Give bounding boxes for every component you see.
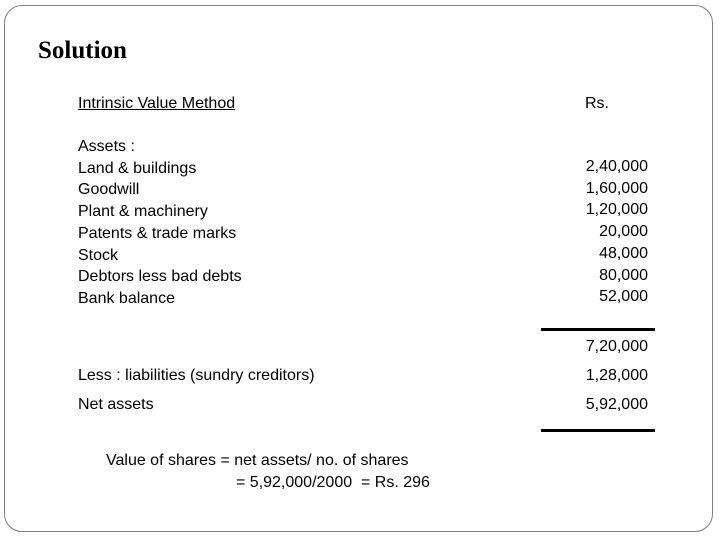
liabilities-label: Less : liabilities (sundry creditors)	[78, 367, 315, 384]
asset-value: 20,000	[599, 223, 648, 241]
net-assets-label: Net assets	[78, 396, 154, 413]
formula-line-1: Value of shares = net assets/ no. of shares	[106, 452, 409, 469]
assets-value-list	[586, 156, 648, 308]
formula-line-2: = 5,92,000/2000 = Rs. 296	[236, 474, 430, 491]
asset-value: 1,20,000	[585, 201, 648, 219]
asset-label: Plant & machinery	[78, 203, 208, 221]
method-heading: Intrinsic Value Method	[78, 95, 236, 112]
asset-label: Patents & trade marks	[78, 224, 237, 242]
asset-value: 52,000	[599, 288, 648, 306]
asset-value: 80,000	[599, 266, 648, 284]
net-assets-value: 5,92,000	[585, 396, 648, 413]
total-rule	[541, 429, 655, 432]
asset-label: Stock	[78, 246, 119, 264]
assets-label-list	[78, 136, 242, 310]
currency-heading: Rs.	[585, 95, 609, 112]
subtotal-rule	[541, 328, 655, 331]
asset-label: Debtors less bad debts	[78, 268, 242, 286]
liabilities-value: 1,28,000	[585, 367, 648, 384]
asset-value: 1,60,000	[585, 179, 648, 197]
asset-label: Land & buildings	[78, 159, 197, 177]
total-assets-value: 7,20,000	[585, 338, 648, 355]
asset-value: 2,40,000	[585, 158, 648, 175]
asset-value: 48,000	[599, 244, 648, 262]
asset-label: Goodwill	[78, 181, 140, 199]
asset-label: Bank balance	[78, 289, 175, 307]
assets-heading: Assets :	[78, 138, 135, 155]
slide-title: Solution	[38, 37, 127, 64]
